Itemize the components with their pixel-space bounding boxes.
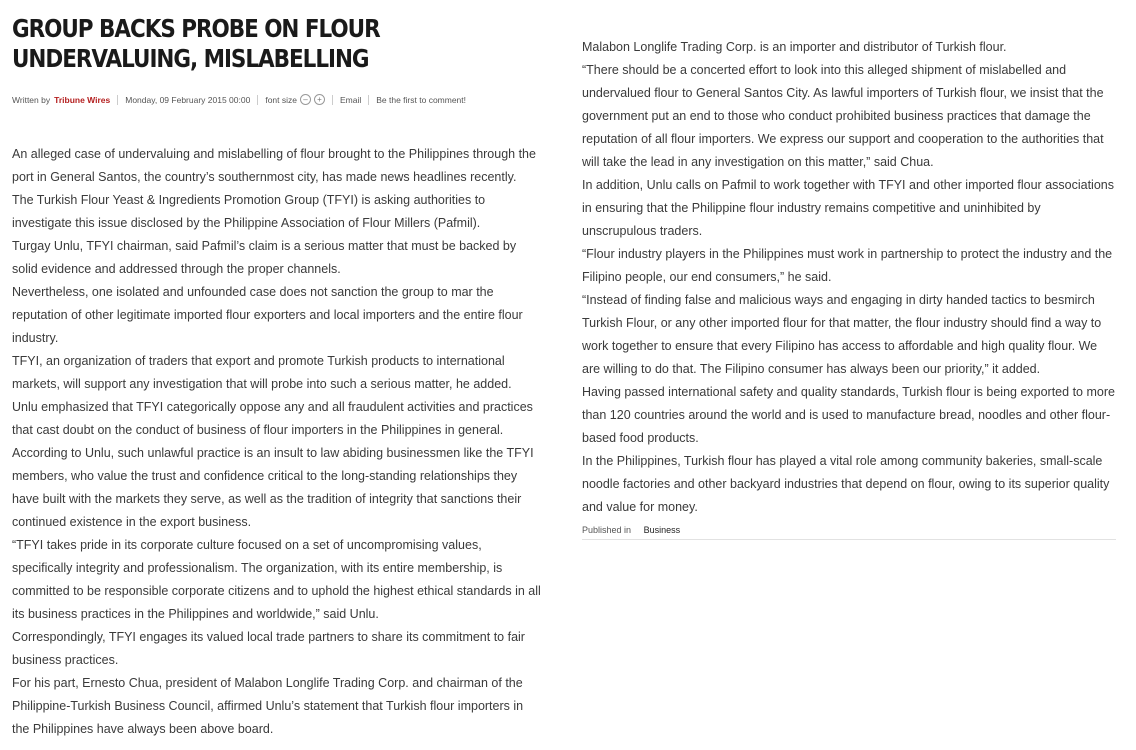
publish-date: Monday, 09 February 2015 00:00: [125, 94, 251, 105]
published-in: [582, 525, 1116, 535]
divider: [582, 539, 1116, 540]
article-paragraph: Malabon Longlife Trading Corp. is an importer and distributor of Turkish flour.: [582, 40, 1007, 54]
article-paragraph: “Flour industry players in the Philippines must work in partnership to protect the industry and the Filipino people, our end consumers,” he said.: [582, 247, 1113, 284]
article-body-right: [582, 36, 1116, 519]
article-paragraph: In addition, Unlu calls on Pafmil to work together with TFYI and other imported flour associations in ensuring that the Philippine flour industry remains competitive and uninhibited by unscrupulous traders.: [582, 178, 1114, 238]
article-paragraph: Nevertheless, one isolated and unfounded case does not sanction the group to mar the reputation of other legitimate imported flour exporters and local importers and the entire flour industry.: [12, 285, 523, 345]
article-paragraph: In the Philippines, Turkish flour has played a vital role among community bakeries, small-scale noodle factories and other backyard industries that depend on flour, owing to its superior quality and value for money.: [582, 454, 1110, 514]
article-title: GROUP BACKS PROBE ON FLOUR UNDERVALUING, MISLABELLING: [12, 14, 380, 73]
article-paragraph: An alleged case of undervaluing and mislabelling of flour brought to the Philippines through the port in General Santos, the country’s southernmost city, has made news headlines recently.: [12, 147, 536, 184]
article-paragraph: According to Unlu, such unlawful practice is an insult to law abiding businessmen like the TFYI members, who value the trust and confidence critical to the long-standing relationships they have built with the markets they serve, as well as the tradition of integrity that sanctions their continued existence in the export business.: [12, 446, 534, 529]
font-decrease-button[interactable]: –: [300, 94, 311, 105]
meta-divider: [332, 95, 333, 105]
article-right-column: [582, 36, 1116, 540]
font-size-label: font size: [265, 94, 297, 105]
article-paragraph: Turgay Unlu, TFYI chairman, said Pafmil’s claim is a serious matter that must be backed by solid evidence and addressed through the proper channels.: [12, 239, 517, 276]
written-by-label: Written by: [12, 94, 51, 105]
font-increase-button[interactable]: +: [314, 94, 325, 105]
article-left-column: [12, 14, 542, 741]
comment-link[interactable]: Be the first to comment!: [376, 94, 467, 105]
category-link[interactable]: Business: [643, 525, 681, 535]
article-body-left: [12, 143, 542, 741]
article-paragraph: Unlu emphasized that TFYI categorically oppose any and all fraudulent activities and practices that cast doubt on the conduct of business of flour importers in the Philippines in general.: [12, 400, 533, 437]
article-paragraph: The Turkish Flour Yeast & Ingredients Promotion Group (TFYI) is asking authorities to investigate this issue disclosed by the Philippine Association of Flour Millers (Pafmil).: [12, 193, 486, 230]
meta-divider: [368, 95, 369, 105]
published-label: Published in: [582, 525, 632, 535]
email-link[interactable]: Email: [339, 94, 362, 105]
meta-divider: [117, 95, 118, 105]
author-link[interactable]: Tribune Wires: [54, 94, 111, 105]
article-paragraph: Correspondingly, TFYI engages its valued local trade partners to share its commitment to fair business practices.: [12, 630, 525, 667]
meta-divider: [257, 95, 258, 105]
article-paragraph: TFYI, an organization of traders that export and promote Turkish products to international markets, will support any investigation that will probe into such a serious matter, he added.: [12, 354, 512, 391]
article-paragraph: Having passed international safety and quality standards, Turkish flour is being exported to more than 120 countries around the world and is used to manufacture bread, noodles and other flour-based food products.: [582, 385, 1115, 445]
article-meta: [12, 94, 542, 105]
article-paragraph: For his part, Ernesto Chua, president of Malabon Longlife Trading Corp. and chairman of the Philippine-Turkish Business Council, affirmed Unlu’s statement that Turkish flour importers in the Philippines have always been above board.: [12, 676, 524, 736]
article-paragraph: “TFYI takes pride in its corporate culture focused on a set of uncompromising values, specifically integrity and professionalism. The organization, with its entire membership, is committed to be responsible corporate citizens and to uphold the highest ethical standards in all its business practices in the Philippines and worldwide,” said Unlu.: [12, 538, 541, 621]
article-paragraph: “Instead of finding false and malicious ways and engaging in dirty handed tactics to besmirch Turkish Flour, or any other imported flour for that matter, the flour industry should find a way to work together to ensure that every Filipino has access to affordable and high quality flour. We are willing to do that. The Filipino consumer has always been our priority,” it added.: [582, 293, 1102, 376]
article-paragraph: “There should be a concerted effort to look into this alleged shipment of mislabelled and undervalued flour to General Santos City. As lawful importers of Turkish flour, we insist that the government put an end to those who conduct prohibited business practices that damage the reputation of all flour importers. We express our support and cooperation to the authorities that will take the lead in any investigation on this matter,” said Chua.: [582, 63, 1104, 169]
